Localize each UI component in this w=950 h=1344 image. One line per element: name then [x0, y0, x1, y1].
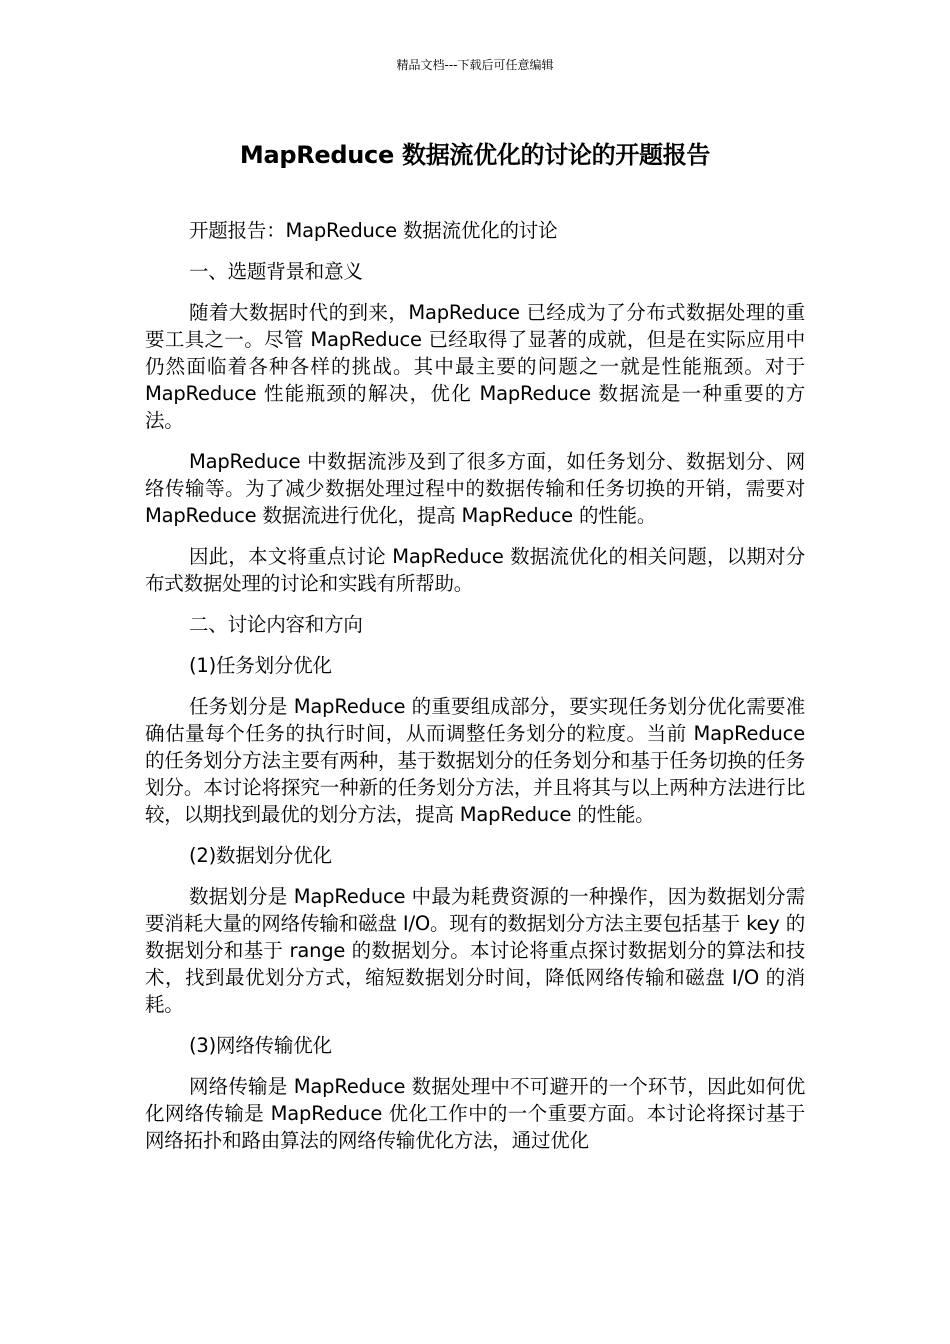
subheading-network-transfer: (3)网络传输优化 — [189, 1034, 332, 1057]
page-header-note: 精品文档---下载后可任意编辑 — [396, 58, 554, 72]
subheading-data-partition: (2)数据划分优化 — [189, 844, 332, 867]
paragraph-data-partition: 数据划分是 MapReduce 中最为耗费资源的一种操作，因为数据划分需要消耗大量的网络传输和磁盘 I/O。现有的数据划分方法主要包括基于 key 的数据划分和基于 range 的数据划分。本讨论将重点探讨数据划分的算法和技术，找到最优划分方式，缩短数据划分时间，降低网络传输和磁盘 I/O 的消耗。 — [145, 885, 805, 1016]
document-title: MapReduce 数据流优化的讨论的开题报告 — [239, 141, 711, 169]
document-body — [145, 217, 805, 1168]
paragraph-background-3: 因此，本文将重点讨论 MapReduce 数据流优化的相关问题，以期对分布式数据处理的讨论和实践有所帮助。 — [145, 545, 805, 595]
paragraph-background-2: MapReduce 中数据流涉及到了很多方面，如任务划分、数据划分、网络传输等。为了减少数据处理过程中的数据传输和任务切换的开销，需要对 MapReduce 数据流进行优化，提高 MapReduce 的性能。 — [145, 450, 805, 527]
subheading-task-partition: (1)任务划分优化 — [189, 654, 332, 677]
report-subtitle: 开题报告：MapReduce 数据流优化的讨论 — [189, 219, 558, 242]
section-heading-background: 一、选题背景和意义 — [189, 260, 363, 283]
paragraph-task-partition: 任务划分是 MapReduce 的重要组成部分，要实现任务划分优化需要准确估量每个任务的执行时间，从而调整任务划分的粒度。当前 MapReduce 的任务划分方法主要有两种，基于数据划分的任务划分和基于任务切换的任务划分。本讨论将探究一种新的任务划分方法，并且将其与以上两种方法进行比较，以期找到最优的划分方法，提高 MapReduce 的性能。 — [145, 695, 805, 826]
section-heading-content: 二、讨论内容和方向 — [189, 613, 363, 636]
paragraph-network-transfer: 网络传输是 MapReduce 数据处理中不可避开的一个环节，因此如何优化网络传输是 MapReduce 优化工作中的一个重要方面。本讨论将探讨基于网络拓扑和路由算法的网络传输优化方法，通过优化 — [145, 1075, 805, 1152]
paragraph-background-1: 随着大数据时代的到来，MapReduce 已经成为了分布式数据处理的重要工具之一。尽管 MapReduce 已经取得了显著的成就，但是在实际应用中仍然面临着各种各样的挑战。其中最主要的问题之一就是性能瓶颈。对于 MapReduce 性能瓶颈的解决，优化 MapReduce 数据流是一种重要的方法。 — [145, 301, 805, 432]
